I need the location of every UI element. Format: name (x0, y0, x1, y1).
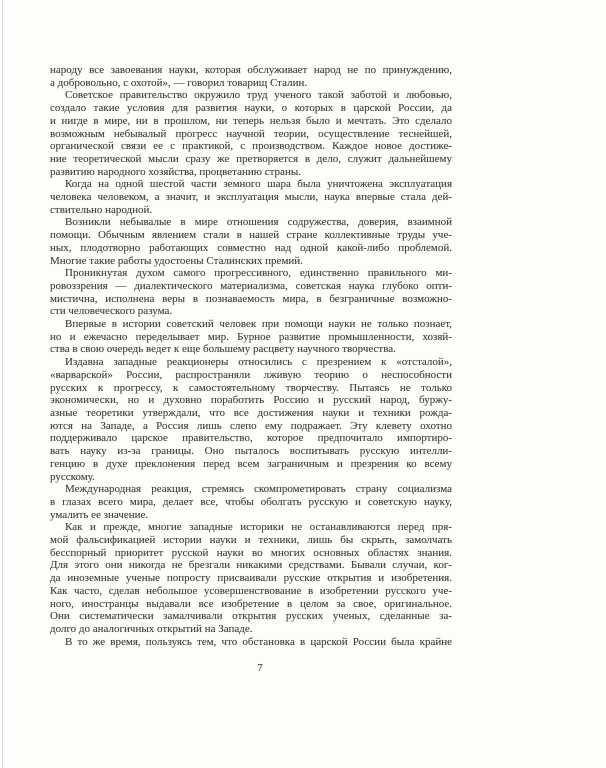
text-line: но и ежечасно переделывает мир. Бурное развитие промышленности, хозяй- (50, 330, 452, 343)
paragraph (50, 318, 452, 356)
text-line: ние теоретической мысли сразу же претворяется в дело, служит дальнейшему (50, 152, 452, 165)
paragraph (50, 64, 452, 89)
text-line: русскому. (50, 470, 95, 483)
scan-edge-line (2, 0, 3, 768)
text-line: Для этого они никогда не брезгали никакими средствами. Бывали случаи, ког- (50, 559, 452, 572)
text-line: генцию в духе преклонения перед всем заграничным и презрения ко всему (50, 457, 452, 470)
text-line: органической связи ее с практикой, с производством. Каждое новое достиже- (50, 140, 452, 153)
paragraph (50, 636, 452, 649)
paragraph (50, 178, 452, 216)
paragraph (50, 89, 452, 178)
text-line: ствительно народной. (50, 203, 153, 216)
text-line: Международная реакция, стремясь скомпрометировать страну социализма (65, 483, 452, 496)
text-line: мистична, исполнена веры в познаваемость мира, в безграничные возможно- (50, 292, 452, 305)
text-line: Многие такие работы удостоены Сталинских премий. (50, 254, 303, 267)
text-line: долго до аналогичных открытий на Западе. (50, 622, 253, 635)
text-line: Впервые в истории советский человек при помощи науки не только познает, (65, 318, 452, 331)
paragraph (50, 267, 452, 318)
paragraph (50, 216, 452, 267)
text-line: Советское правительство окружило труд ученого такой заботой и любовью, (65, 89, 452, 102)
text-line: народу все завоевания науки, которая обслуживает народ не по принуждению, (50, 64, 452, 76)
text-line: развитию народного хозяйства, процветанию страны. (50, 165, 301, 178)
text-line: Проникнутая духом самого прогрессивного, единственно правильного ми- (65, 267, 452, 280)
text-line: азные теоретики утверждали, что все достижения науки и техники рожда- (50, 406, 452, 419)
text-line: Возникли небывалые в мире отношения содружества, доверия, взаимной (65, 216, 452, 229)
text-line: ного, иностранцы выдавали все изобретение в целом за свое, оригинальное. (50, 597, 452, 610)
text-line: человека человеком, а значит, и эксплуатация мысли, наука впервые стала дей- (50, 191, 452, 204)
text-line: Когда на одной шестой части земного шара была уничтожена эксплуатация (65, 178, 452, 191)
text-line: вать науку из-за границы. Оно пыталось воспитывать русскую интелли- (50, 445, 452, 458)
text-line: возможным небывалый прогресс научной теории, осуществление теснейшей, (50, 127, 452, 140)
text-line: поддерживало царское правительство, которое предпочитало импортиро- (50, 432, 452, 445)
text-line: Как и прежде, многие западные историки не останавливаются перед пря- (65, 521, 452, 534)
text-line: мой фальсификацией истории науки и техники, лишь бы скрыть, замолчать (50, 534, 452, 547)
text-line: русских к прогрессу, к самостоятельному творчеству. Пытаясь не только (50, 381, 452, 394)
page-text-block (50, 64, 452, 648)
paragraph (50, 356, 452, 483)
text-line: ства в свою очередь ведет к еще большему расцвету научного творчества. (50, 343, 396, 356)
text-line: да иноземные ученые попросту присваивали русские открытия и изобретения. (50, 572, 452, 585)
text-line: сти человеческого разума. (50, 305, 173, 318)
text-line: создало такие условия для развития науки, о которых в царской России, да (50, 102, 452, 115)
text-line: Как часто, сделав небольшое усовершенствование в изобретении русского уче- (50, 584, 452, 597)
text-line: в глазах всего мира, делает все, чтобы оболгать русскую и советскую науку, (50, 495, 452, 508)
text-line: ются на Западе, а Россия лишь слепо ему подражает. Эту клевету охотно (50, 419, 452, 432)
page-number: 7 (257, 662, 263, 674)
text-line: ных, плодотворно работающих совместно над одной какой-либо проблемой. (50, 241, 452, 254)
text-line: Издавна западные реакционеры относились с презрением к «отсталой», (65, 356, 452, 369)
text-line: бесспорный приоритет русской науки во многих основных областях знания. (50, 546, 452, 559)
text-line: помощи. Обычным явлением стали в нашей стране коллективные труды уче- (50, 229, 452, 242)
paragraph (50, 483, 452, 521)
text-line: экономически, но и духовно поработить Россию и русский народ, буржу- (50, 394, 452, 407)
text-line: а добровольно, с охотой», — говорил товарищ Сталин. (50, 76, 308, 89)
paragraph (50, 521, 452, 635)
text-line: «варварской» России, распространяли лживую теорию о неспособности (50, 368, 452, 381)
text-line: умалить ее значение. (50, 508, 149, 521)
text-line: Они систематически замалчивали открытия русских ученых, сделанные за- (50, 610, 452, 623)
text-line: и нигде в мире, ни в прошлом, ни теперь нельзя было и мечтать. Это сделало (50, 114, 452, 127)
text-line: В то же время, пользуясь тем, что обстановка в царской России была крайне (65, 635, 452, 648)
text-line: ровоззрения — диалектического материализма, советская наука глубоко опти- (50, 279, 452, 292)
